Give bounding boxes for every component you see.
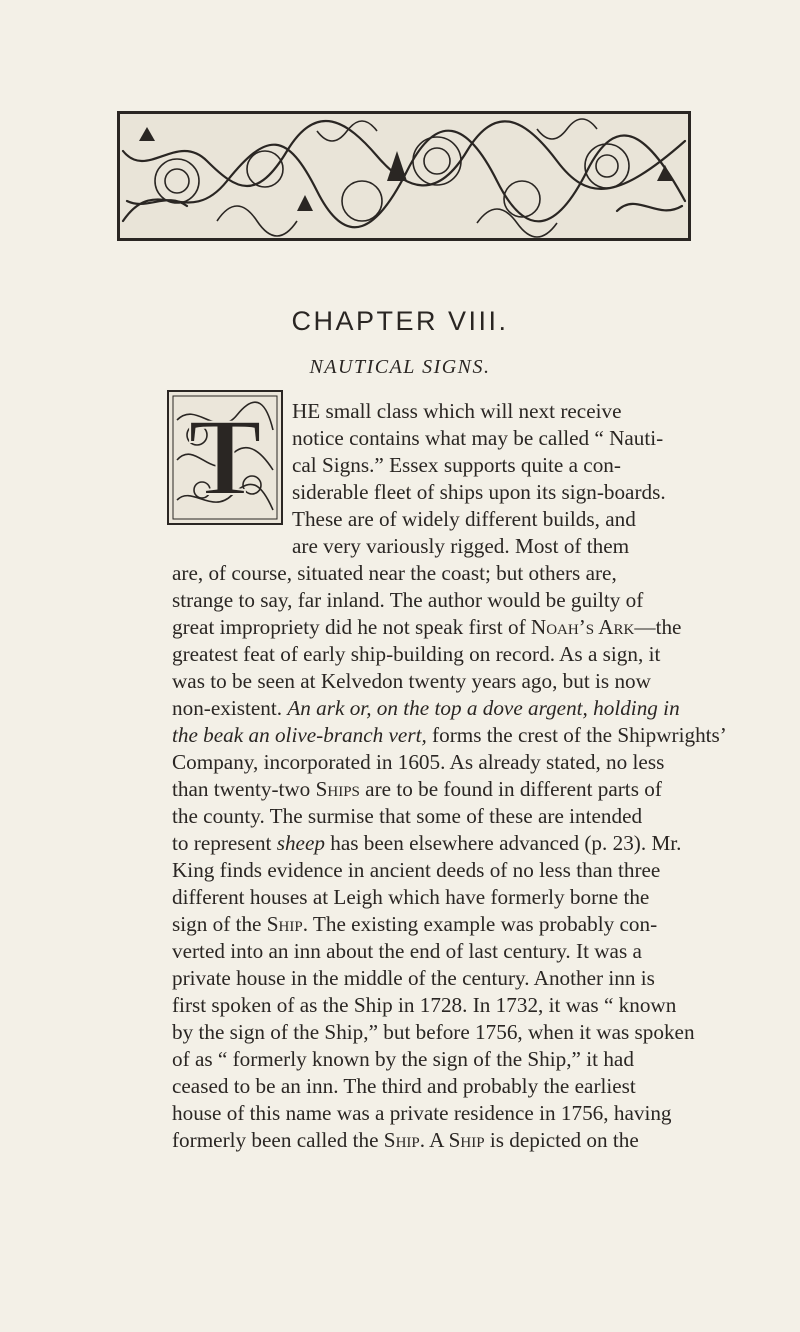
body-line: siderable fleet of ships upon its sign-boards. [292,480,666,504]
body-line [172,776,662,803]
body-text: than twenty-two [172,777,316,801]
body-line [172,1127,639,1154]
sign-name: Ship [266,912,303,936]
body-text: are to be found in different parts of [359,777,662,801]
body-line: are very variously rigged. Most of them [292,534,630,558]
body-text: . A [419,1128,449,1152]
body-line [172,614,681,641]
heraldic-description: the beak an olive-branch vert, [172,723,427,747]
body-line: King finds evidence in ancient deeds of no less than three [172,858,661,882]
drop-cap-ornament-icon [167,390,283,525]
chapter-subtitle: NAUTICAL SIGNS. [309,356,491,378]
body-line: the county. The surmise that some of these are intended [172,804,643,828]
ornamental-headpiece [117,111,691,241]
body-line: verted into an inn about the end of last century. It was a [172,939,642,963]
body-text: formerly been called the [172,1128,384,1152]
body-line: HE small class which will next receive [292,399,622,423]
body-line: strange to say, far inland. The author would be guilty of [172,588,644,612]
chapter-heading: CHAPTER VIII. [291,306,509,336]
body-text: forms the crest of the Shipwrights’ [426,723,727,747]
body-line: are, of course, situated near the coast; but others are, [172,561,617,585]
body-line: was to be seen at Kelvedon twenty years ago, but is now [172,669,651,693]
body-text: sign of the [172,912,267,936]
sign-name: Ship [448,1128,485,1152]
sign-name: Noah’s Ark [530,615,635,639]
body-line: house of this name was a private residence in 1756, having [172,1101,672,1125]
body-text: is depicted on the [484,1128,639,1152]
body-line: notice contains what may be called “ Nauti- [292,426,664,450]
body-line [172,695,680,722]
body-text: non-existent. [172,696,288,720]
body-line: private house in the middle of the century. Another inn is [172,966,655,990]
body-line: cal Signs.” Essex supports quite a con- [292,453,621,477]
body-line: by the sign of the Ship,” but before 1756, when it was spoken [172,1020,695,1044]
body-text: great impropriety did he not speak first of [172,615,531,639]
body-line [172,830,681,857]
body-line: greatest feat of early ship-building on record. As a sign, it [172,642,661,666]
body-line: of as “ formerly known by the sign of the Ship,” it had [172,1047,634,1071]
body-line: ceased to be an inn. The third and probably the earliest [172,1074,636,1098]
body-line: first spoken of as the Ship in 1728. In 1732, it was “ known [172,993,677,1017]
drop-cap [167,390,283,525]
body-line [172,722,727,749]
heraldic-description: An ark or, on the top a dove argent, holding in [287,696,680,720]
sign-name: Ship [383,1128,420,1152]
drop-cap-letter: T [188,396,262,518]
body-text: to represent [172,831,277,855]
body-line: different houses at Leigh which have formerly borne the [172,885,650,909]
emphasis-text: sheep [276,831,325,855]
sign-name: Ships [315,777,360,801]
body-line: These are of widely different builds, and [292,507,636,531]
body-line: Company, incorporated in 1605. As already stated, no less [172,750,665,774]
body-text: . The existing example was probably con- [302,912,658,936]
body-text: has been elsewhere advanced (p. 23). Mr. [324,831,682,855]
body-text: —the [634,615,682,639]
body-line [172,911,657,938]
